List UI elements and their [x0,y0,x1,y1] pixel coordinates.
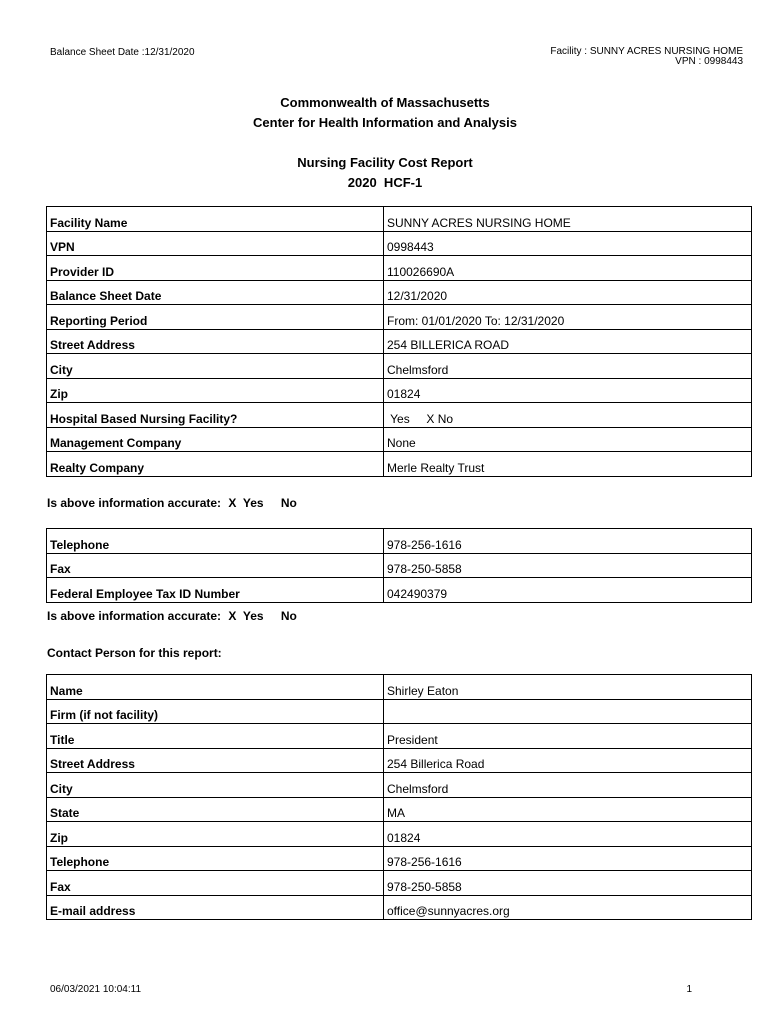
row-label: Management Company [47,427,384,452]
accuracy-question: Is above information accurate: [47,609,222,623]
row-label: Telephone [47,529,384,554]
row-value: SUNNY ACRES NURSING HOME [387,215,571,230]
accuracy-question: Is above information accurate: [47,496,222,510]
row-value: 254 Billerica Road [384,748,752,773]
report-title [0,153,770,193]
table-row [47,378,752,403]
table-row [47,699,752,724]
row-label: Hospital Based Nursing Facility? [47,403,384,428]
facility-info-table [46,206,752,477]
table-row [47,871,752,896]
report-authority [0,93,770,133]
row-label: City [47,773,384,798]
header-facility-info [550,47,743,67]
row-value: From: 01/01/2020 To: 12/31/2020 [384,305,752,330]
title-line-3: Nursing Facility Cost Report [297,155,473,170]
contact-info-table [46,674,752,920]
row-value: Yes X No [384,403,752,428]
row-label: Balance Sheet Date [47,280,384,305]
table-row [47,452,752,477]
row-label: Fax [47,553,384,578]
table-row [47,797,752,822]
table-row [47,329,752,354]
table-row [47,529,752,554]
header-vpn: VPN : 0998443 [675,56,743,67]
accuracy-note [47,609,297,623]
contact-heading: Contact Person for this report: [47,646,222,660]
title-line-4: 2020 HCF-1 [347,175,423,190]
table-row [47,846,752,871]
row-value: office@sunnyacres.org [384,895,752,920]
row-value: 978-250-5858 [384,871,752,896]
row-label: Name [47,675,384,700]
row-value: Chelmsford [384,354,752,379]
table-row [47,256,752,281]
row-value: 978-256-1616 [387,537,462,552]
accuracy-yes: X Yes [228,609,264,623]
table-row [47,280,752,305]
table-row [47,207,752,232]
row-value: 0998443 [384,231,752,256]
table-row [47,231,752,256]
row-label: Realty Company [47,452,384,477]
row-value: 12/31/2020 [384,280,752,305]
row-value: 978-256-1616 [384,846,752,871]
row-value: 254 BILLERICA ROAD [384,329,752,354]
accuracy-no: No [280,609,297,623]
row-value: President [384,724,752,749]
row-label: Street Address [47,329,384,354]
header-facility: Facility : SUNNY ACRES NURSING HOME [550,46,743,57]
row-label: Facility Name [47,207,384,232]
table-row [47,773,752,798]
row-label: City [47,354,384,379]
table-row [47,427,752,452]
row-label: Zip [47,378,384,403]
row-value: 978-250-5858 [384,553,752,578]
accuracy-no: No [280,496,297,510]
row-value: Shirley Eaton [387,683,459,698]
row-value: 110026690A [384,256,752,281]
phone-info-table [46,528,752,603]
table-row [47,578,752,603]
row-label: Telephone [47,846,384,871]
row-label: Firm (if not facility) [47,699,384,724]
row-value [384,699,752,724]
row-label: Street Address [47,748,384,773]
row-label: Title [47,724,384,749]
table-row [47,354,752,379]
title-line-1: Commonwealth of Massachusetts [280,95,490,110]
table-row [47,895,752,920]
table-row [47,675,752,700]
row-value: 042490379 [384,578,752,603]
accuracy-yes: X Yes [228,496,264,510]
row-label: VPN [47,231,384,256]
header-balance-sheet-date: Balance Sheet Date :12/31/2020 [50,47,195,58]
title-line-2: Center for Health Information and Analysis [253,115,517,130]
table-row [47,748,752,773]
row-value: MA [384,797,752,822]
row-value: Chelmsford [384,773,752,798]
footer-page-number: 1 [686,984,692,995]
row-label: Reporting Period [47,305,384,330]
row-label: Provider ID [47,256,384,281]
row-label: Federal Employee Tax ID Number [47,578,384,603]
accuracy-note [47,496,297,510]
row-value: 01824 [384,378,752,403]
row-value: Merle Realty Trust [384,452,752,477]
row-value: None [384,427,752,452]
row-label: E-mail address [47,895,384,920]
row-value: 01824 [384,822,752,847]
row-label: Zip [47,822,384,847]
row-label: State [47,797,384,822]
table-row [47,724,752,749]
table-row [47,305,752,330]
footer-timestamp: 06/03/2021 10:04:11 [50,984,142,995]
row-label: Fax [47,871,384,896]
table-row [47,822,752,847]
table-row [47,403,752,428]
table-row [47,553,752,578]
